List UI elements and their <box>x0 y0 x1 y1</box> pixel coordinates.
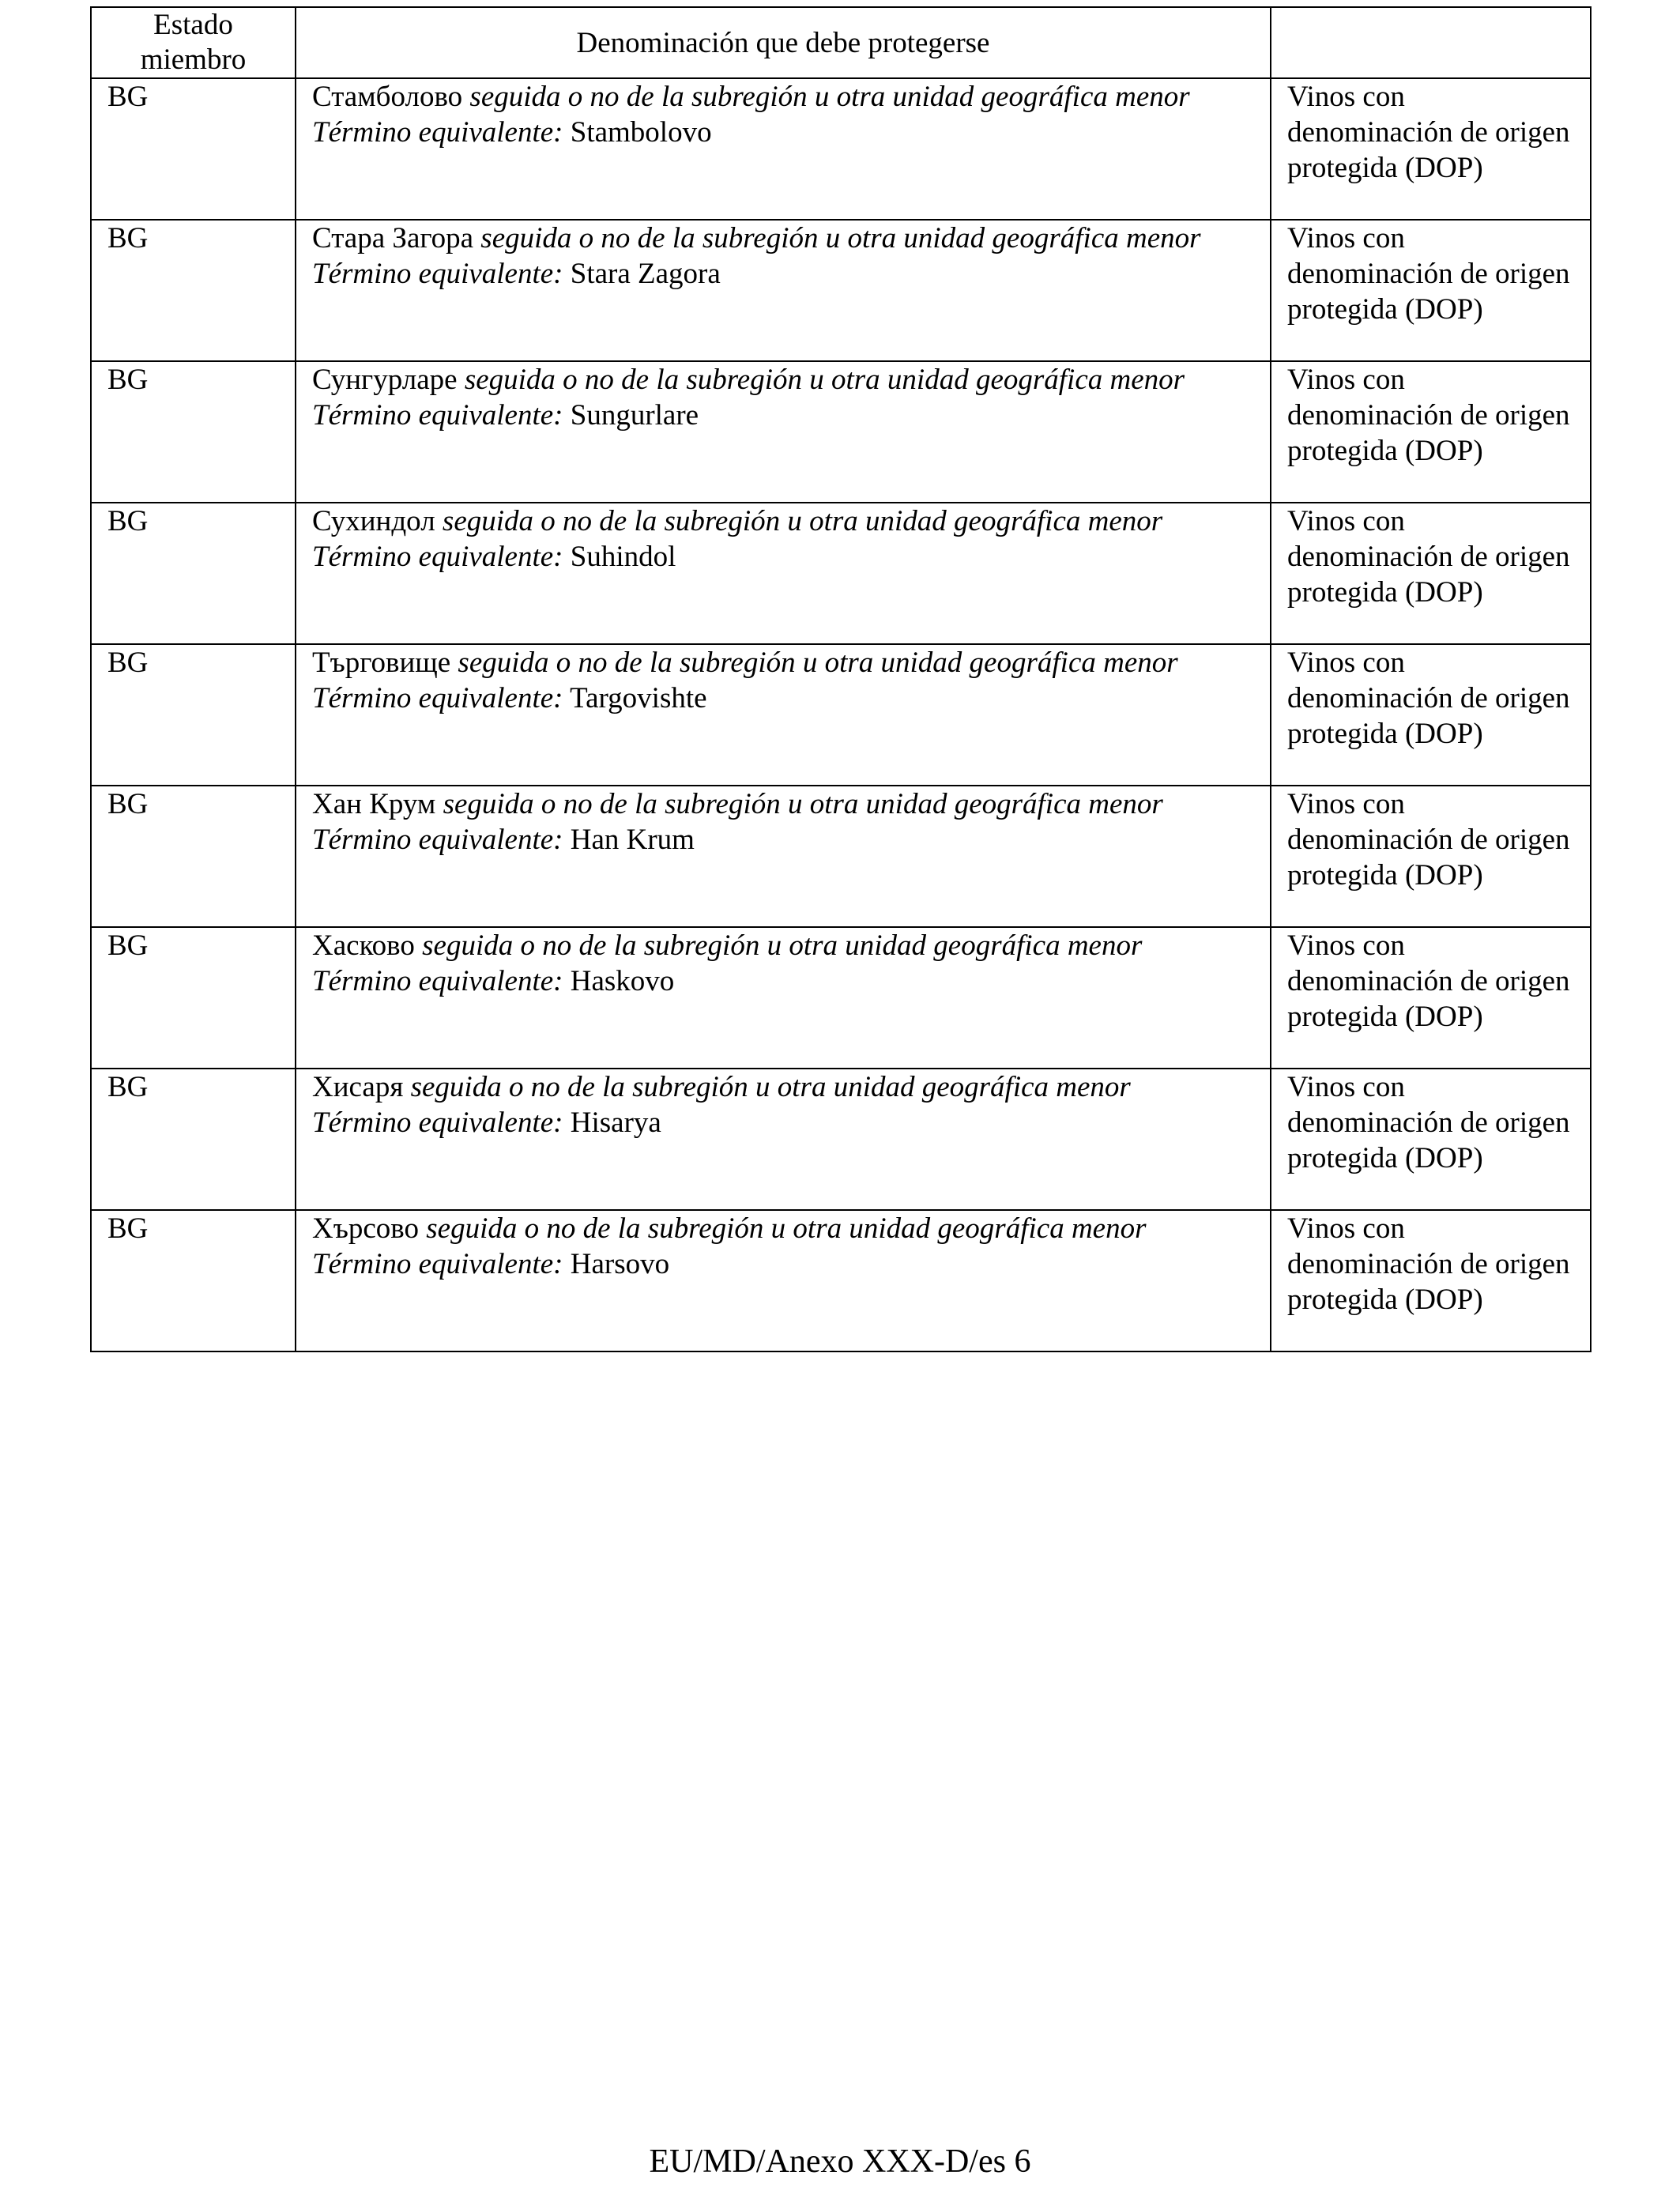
name-original: Хан Крум <box>312 788 436 820</box>
equivalent-value: Targovishte <box>570 682 707 714</box>
member-state-cell: BG <box>91 927 296 1069</box>
name-qualifier: seguida o no de la subregión u otra unidad geográfica menor <box>442 505 1163 537</box>
equivalent-label: Término equivalente: <box>312 541 563 573</box>
protected-names-table <box>90 6 1591 1352</box>
category-cell: Vinos con denominación de origen protegida (DOP) <box>1271 361 1591 503</box>
name-original: Стамболово <box>312 81 463 113</box>
category-cell: Vinos con denominación de origen protegida (DOP) <box>1271 786 1591 927</box>
member-state-cell: BG <box>91 503 296 644</box>
name-qualifier: seguida o no de la subregión u otra unidad geográfica menor <box>422 929 1143 962</box>
table-row <box>91 78 1591 220</box>
name-qualifier: seguida o no de la subregión u otra unidad geográfica menor <box>464 364 1185 396</box>
protected-name-cell <box>296 1069 1271 1210</box>
equivalent-value: Hisarya <box>570 1106 661 1139</box>
table-row <box>91 927 1591 1069</box>
equivalent-value: Haskovo <box>570 965 675 997</box>
table-row <box>91 1069 1591 1210</box>
table-row <box>91 1210 1591 1351</box>
category-cell: Vinos con denominación de origen protegida (DOP) <box>1271 1069 1591 1210</box>
name-qualifier: seguida o no de la subregión u otra unidad geográfica menor <box>458 647 1178 679</box>
member-state-cell: BG <box>91 78 296 220</box>
equivalent-value: Sungurlare <box>570 399 699 432</box>
member-state-cell: BG <box>91 220 296 361</box>
protected-name-cell <box>296 220 1271 361</box>
table-row <box>91 361 1591 503</box>
table-row <box>91 786 1591 927</box>
equivalent-value: Stambolovo <box>570 116 712 149</box>
category-cell: Vinos con denominación de origen protegida (DOP) <box>1271 78 1591 220</box>
name-qualifier: seguida o no de la subregión u otra unidad geográfica menor <box>443 788 1163 820</box>
member-state-cell: BG <box>91 644 296 786</box>
header-category <box>1271 7 1591 78</box>
equivalent-value: Suhindol <box>570 541 676 573</box>
equivalent-label: Término equivalente: <box>312 399 563 432</box>
name-original: Сухиндол <box>312 505 435 537</box>
protected-name-cell <box>296 78 1271 220</box>
equivalent-value: Harsovo <box>570 1248 670 1280</box>
protected-name-cell <box>296 361 1271 503</box>
category-cell: Vinos con denominación de origen protegida (DOP) <box>1271 927 1591 1069</box>
header-row <box>91 7 1591 78</box>
member-state-cell: BG <box>91 361 296 503</box>
name-qualifier: seguida o no de la subregión u otra unidad geográfica menor <box>426 1212 1147 1245</box>
category-cell: Vinos con denominación de origen protegida (DOP) <box>1271 1210 1591 1351</box>
page-footer: EU/MD/Anexo XXX-D/es 6 <box>649 2143 1031 2180</box>
name-qualifier: seguida o no de la subregión u otra unidad geográfica menor <box>480 222 1201 254</box>
equivalent-label: Término equivalente: <box>312 824 563 856</box>
protected-name-cell <box>296 1210 1271 1351</box>
equivalent-label: Término equivalente: <box>312 258 563 290</box>
member-state-cell: BG <box>91 1210 296 1351</box>
equivalent-label: Término equivalente: <box>312 682 563 714</box>
header-member-state: Estado miembro <box>91 7 296 78</box>
protected-name-cell <box>296 786 1271 927</box>
category-cell: Vinos con denominación de origen protegida (DOP) <box>1271 220 1591 361</box>
name-original: Хасково <box>312 929 415 962</box>
equivalent-value: Han Krum <box>570 824 695 856</box>
category-cell: Vinos con denominación de origen protegida (DOP) <box>1271 644 1591 786</box>
table-row <box>91 503 1591 644</box>
category-cell: Vinos con denominación de origen protegida (DOP) <box>1271 503 1591 644</box>
protected-name-cell <box>296 644 1271 786</box>
name-qualifier: seguida o no de la subregión u otra unidad geográfica menor <box>410 1071 1131 1103</box>
table-row <box>91 220 1591 361</box>
equivalent-label: Término equivalente: <box>312 965 563 997</box>
protected-name-cell <box>296 503 1271 644</box>
table-row <box>91 644 1591 786</box>
name-original: Сунгурларе <box>312 364 458 396</box>
name-qualifier: seguida o no de la subregión u otra unidad geográfica menor <box>469 81 1190 113</box>
table-body <box>91 78 1591 1351</box>
member-state-cell: BG <box>91 786 296 927</box>
member-state-cell: BG <box>91 1069 296 1210</box>
name-original: Хърсово <box>312 1212 419 1245</box>
header-protected-name: Denominación que debe protegerse <box>296 7 1271 78</box>
name-original: Стара Загора <box>312 222 474 254</box>
equivalent-value: Stara Zagora <box>570 258 721 290</box>
protected-name-cell <box>296 927 1271 1069</box>
table-header <box>91 7 1591 78</box>
name-original: Търговище <box>312 647 451 679</box>
equivalent-label: Término equivalente: <box>312 116 563 149</box>
equivalent-label: Término equivalente: <box>312 1106 563 1139</box>
name-original: Хисаря <box>312 1071 404 1103</box>
equivalent-label: Término equivalente: <box>312 1248 563 1280</box>
